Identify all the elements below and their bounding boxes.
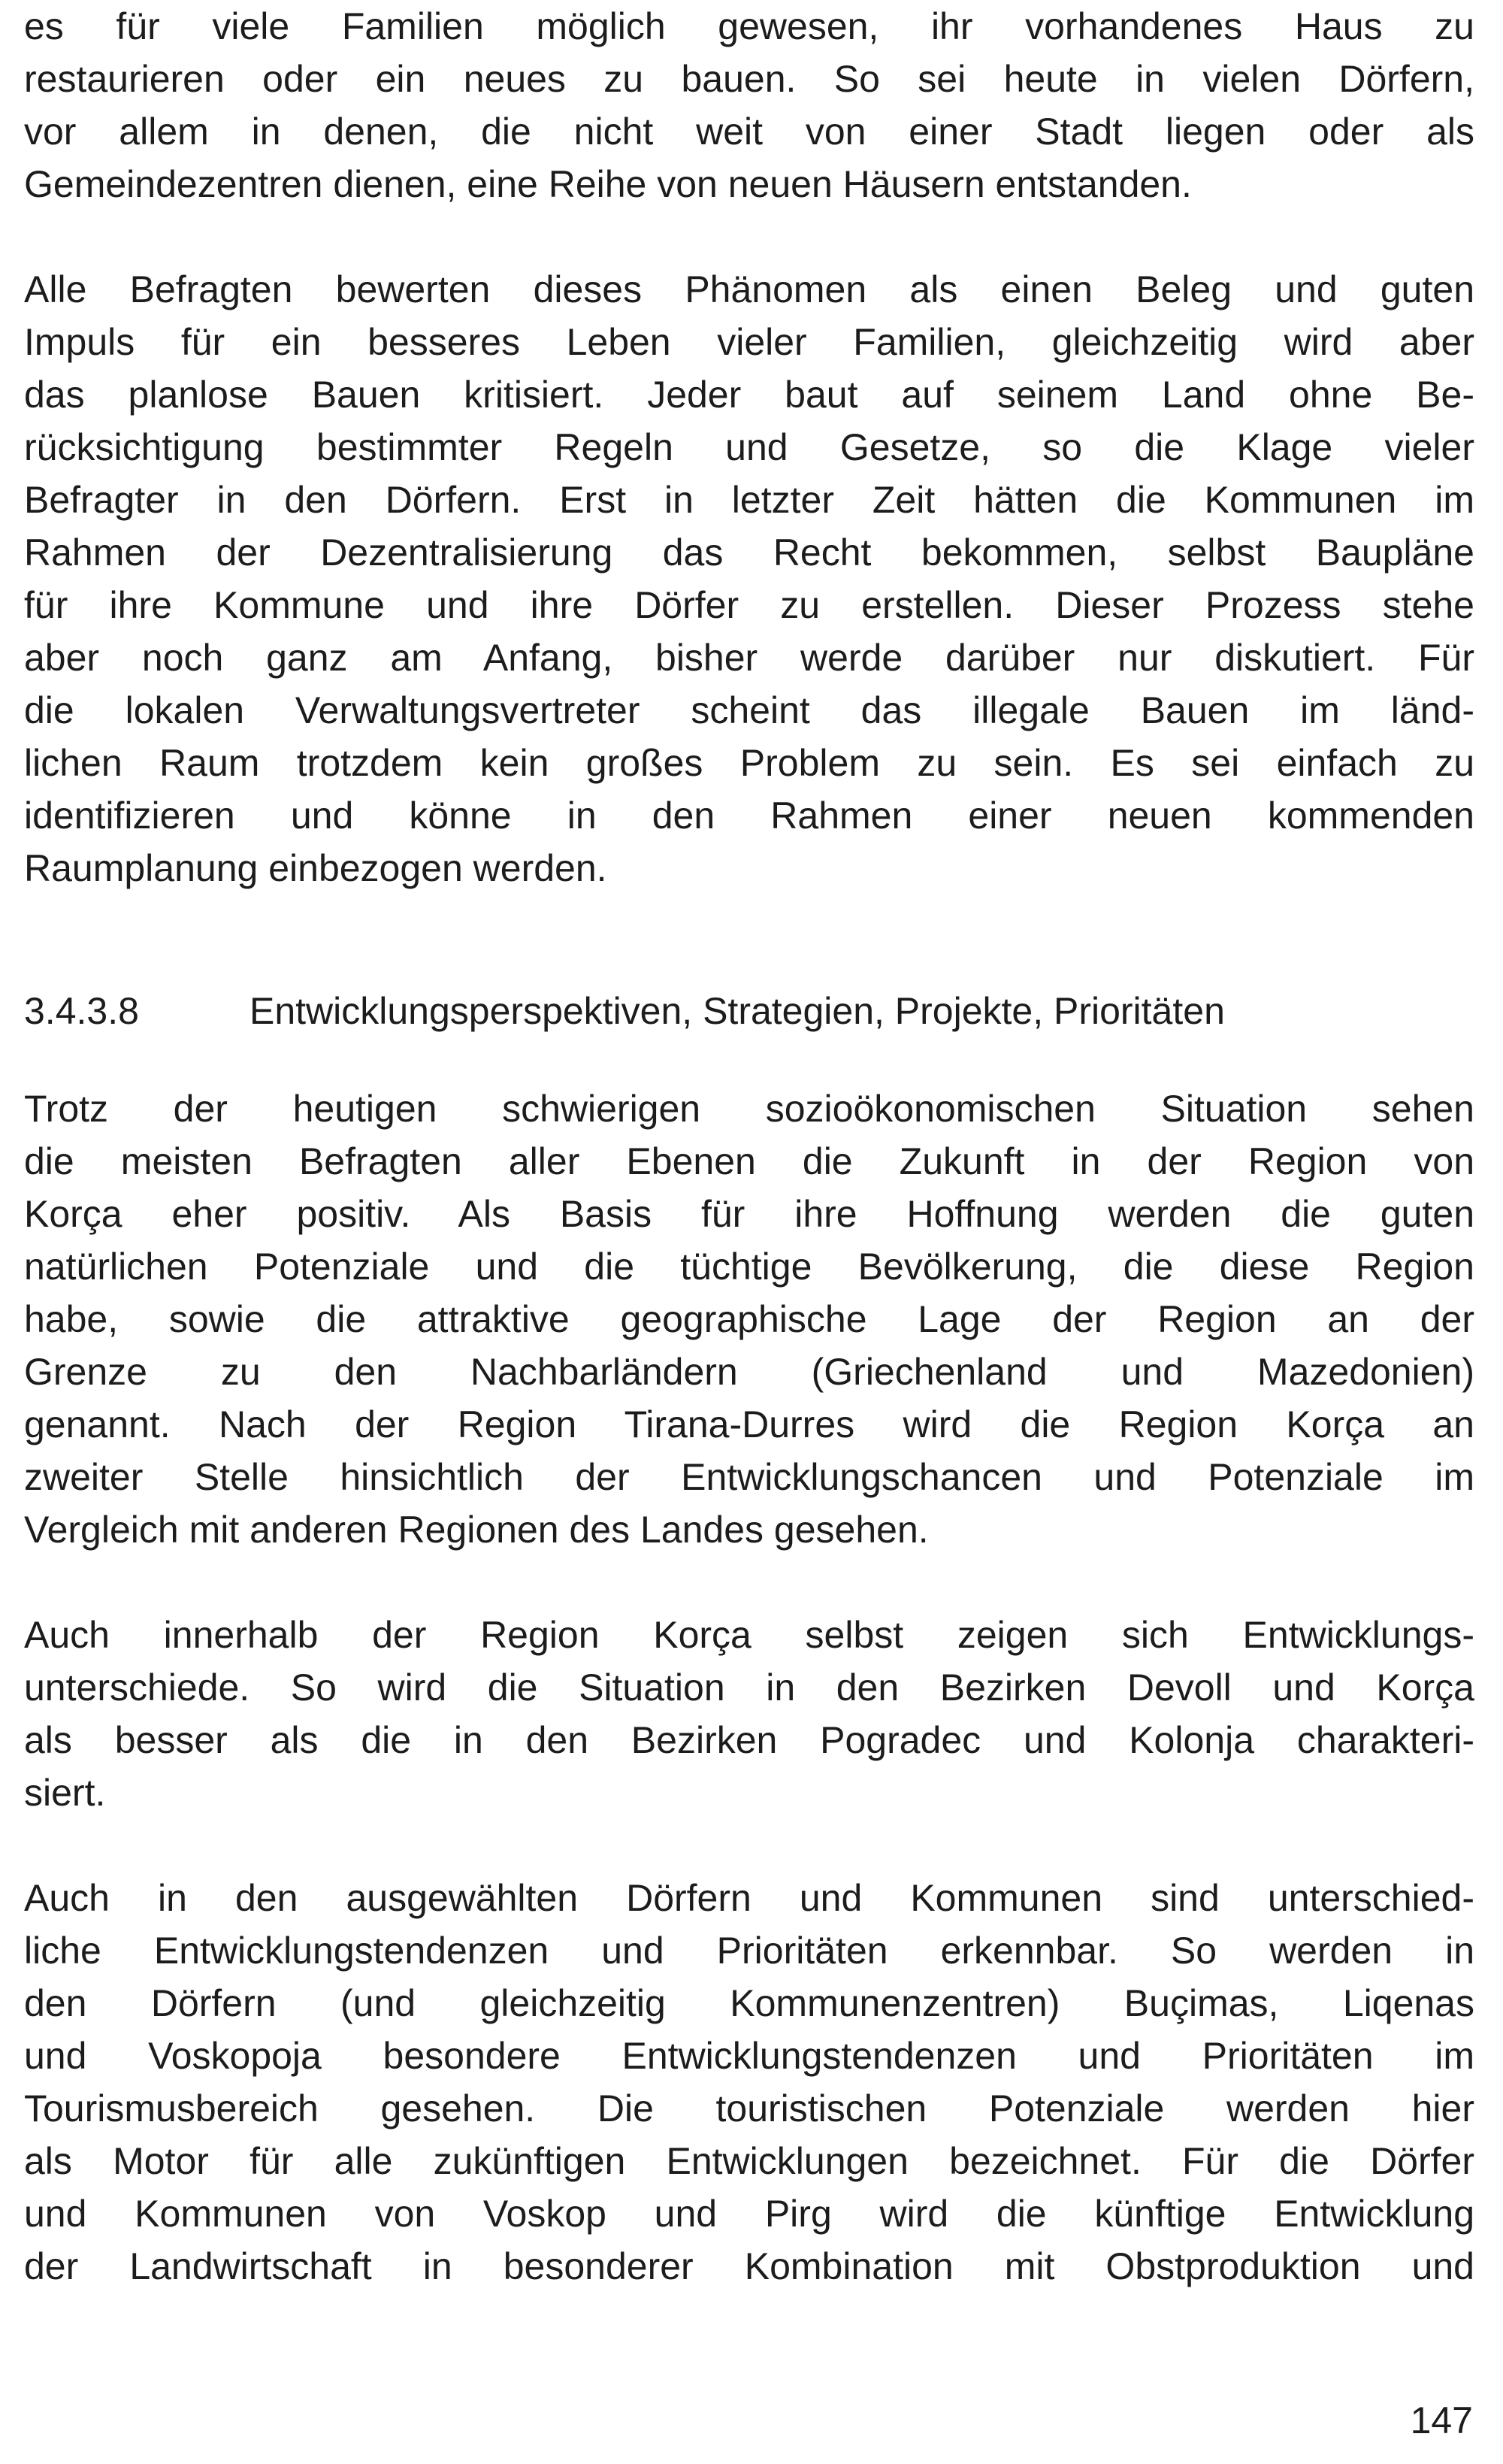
text-line: Rahmen der Dezentralisierung das Recht bekommen, selbst Baupläne bbox=[24, 531, 1474, 574]
text-line: habe, sowie die attraktive geographische Lage der Region an der bbox=[24, 1298, 1474, 1340]
text-line: der Landwirtschaft in besonderer Kombination mit Obstproduktion und bbox=[24, 2245, 1474, 2287]
text-line: Alle Befragten bewerten dieses Phänomen als einen Beleg und guten bbox=[24, 268, 1474, 310]
paragraph-2 bbox=[24, 263, 1474, 894]
text-line: Auch in den ausgewählten Dörfern und Kommunen sind unterschied- bbox=[24, 1877, 1474, 1919]
text-line: liche Entwicklungstendenzen und Prioritäten erkennbar. So werden in bbox=[24, 1930, 1474, 1972]
text-line: aber noch ganz am Anfang, bisher werde darüber nur diskutiert. Für bbox=[24, 637, 1474, 679]
text-line: siert. bbox=[24, 1772, 106, 1814]
text-line: zweiter Stelle hinsichtlich der Entwicklungschancen und Potenziale im bbox=[24, 1456, 1474, 1498]
text-line: Vergleich mit anderen Regionen des Landes gesehen. bbox=[24, 1509, 929, 1551]
paragraph-1 bbox=[24, 0, 1474, 210]
paragraph-4 bbox=[24, 1609, 1474, 1819]
text-line: Auch innerhalb der Region Korça selbst zeigen sich Entwicklungs- bbox=[24, 1614, 1474, 1656]
text-line: vor allem in denen, die nicht weit von einer Stadt liegen oder als bbox=[24, 110, 1474, 153]
text-line: Gemeindezentren dienen, eine Reihe von neuen Häusern entstanden. bbox=[24, 163, 1192, 205]
section-title: Entwicklungsperspektiven, Strategien, Projekte, Prioritäten bbox=[249, 990, 1225, 1032]
text-line: unterschiede. So wird die Situation in den Bezirken Devoll und Korça bbox=[24, 1666, 1474, 1709]
text-line: Korça eher positiv. Als Basis für ihre Hoffnung werden die guten bbox=[24, 1193, 1474, 1235]
text-line: als besser als die in den Bezirken Pogradec und Kolonja charakteri- bbox=[24, 1719, 1474, 1761]
text-line: Tourismusbereich gesehen. Die touristischen Potenziale werden hier bbox=[24, 2087, 1474, 2130]
text-line: die meisten Befragten aller Ebenen die Zukunft in der Region von bbox=[24, 1140, 1474, 1182]
text-line: die lokalen Verwaltungsvertreter scheint das illegale Bauen im länd- bbox=[24, 689, 1474, 731]
text-line: restaurieren oder ein neues zu bauen. So sei heute in vielen Dörfern, bbox=[24, 58, 1474, 100]
text-line: genannt. Nach der Region Tirana-Durres wird die Region Korça an bbox=[24, 1403, 1474, 1445]
paragraph-3 bbox=[24, 1082, 1474, 1556]
text-line: rücksichtigung bestimmter Regeln und Gesetze, so die Klage vieler bbox=[24, 426, 1474, 468]
text-line: Trotz der heutigen schwierigen sozioökonomischen Situation sehen bbox=[24, 1088, 1474, 1130]
text-line: den Dörfern (und gleichzeitig Kommunenzentren) Buçimas, Liqenas bbox=[24, 1982, 1474, 2024]
section-heading bbox=[24, 977, 1474, 1045]
section-number: 3.4.3.8 bbox=[24, 990, 139, 1032]
text-line: Befragter in den Dörfern. Erst in letzter Zeit hätten die Kommunen im bbox=[24, 479, 1474, 521]
text-line: natürlichen Potenziale und die tüchtige Bevölkerung, die diese Region bbox=[24, 1246, 1474, 1288]
text-line: identifizieren und könne in den Rahmen einer neuen kommenden bbox=[24, 795, 1474, 837]
text-line: Grenze zu den Nachbarländern (Griechenland und Mazedonien) bbox=[24, 1351, 1474, 1393]
text-line: als Motor für alle zukünftigen Entwicklungen bezeichnet. Für die Dörfer bbox=[24, 2140, 1474, 2182]
paragraph-5 bbox=[24, 1872, 1474, 2293]
text-line: für ihre Kommune und ihre Dörfer zu erstellen. Dieser Prozess stehe bbox=[24, 584, 1474, 626]
text-line: und Voskopoja besondere Entwicklungstendenzen und Prioritäten im bbox=[24, 2035, 1474, 2077]
text-line: Raumplanung einbezogen werden. bbox=[24, 847, 607, 889]
text-line: und Kommunen von Voskop und Pirg wird die künftige Entwicklung bbox=[24, 2193, 1474, 2235]
text-line: Impuls für ein besseres Leben vieler Familien, gleichzeitig wird aber bbox=[24, 321, 1474, 363]
text-line: lichen Raum trotzdem kein großes Problem zu sein. Es sei einfach zu bbox=[24, 742, 1474, 784]
text-line: das planlose Bauen kritisiert. Jeder baut auf seinem Land ohne Be- bbox=[24, 374, 1474, 416]
page-number: 147 bbox=[1410, 2399, 1473, 2441]
text-line: es für viele Familien möglich gewesen, ihr vorhandenes Haus zu bbox=[24, 5, 1474, 47]
